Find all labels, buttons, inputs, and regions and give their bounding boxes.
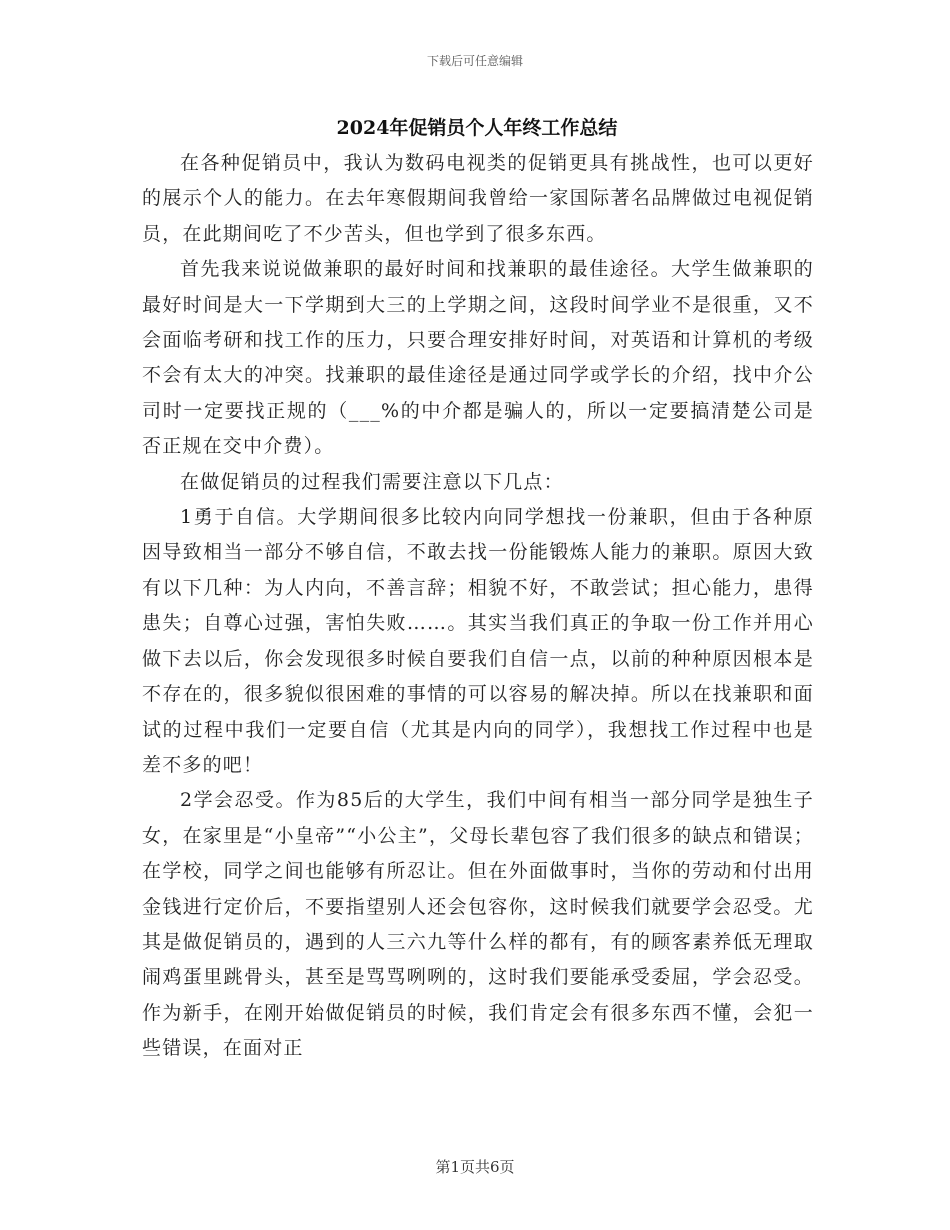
paragraph-timing: 首先我来说说做兼职的最好时间和找兼职的最佳途径。大学生做兼职的最好时间是大一下学期到大三的上学期之间，这段时间学业不是很重，又不会面临考研和找工作的压力，只要合理安排好时间，对英语和计算机的考级不会有太大的冲突。找兼职的最佳途径是通过同学或学长的介绍，找中介公司时一定要找正规的（___%的中介都是骗人的，所以一定要搞清楚公司是否正规在交中介费）。 bbox=[142, 258, 814, 458]
paragraph-intro: 在各种促销员中，我认为数码电视类的促销更具有挑战性，也可以更好的展示个人的能力。在去年寒假期间我曾给一家国际著名品牌做过电视促销员，在此期间吃了不少苦头，但也学到了很多东西。 bbox=[142, 152, 814, 245]
page-number: 第1页共6页 bbox=[435, 1158, 515, 1176]
paragraph-endurance: 2学会忍受。作为85后的大学生，我们中间有相当一部分同学是独生子女，在家里是“小皇帝”“小公主”，父母长辈包容了我们很多的缺点和错误；在学校，同学之间也能够有所忍让。但在外面做事时，当你的劳动和付出用金钱进行定价后，不要指望别人还会包容你，这时候我们就要学会忍受。尤其是做促销员的，遇到的人三六九等什么样的都有，有的顾客素养低无理取闹鸡蛋里跳骨头，甚至是骂骂咧咧的，这时我们要能承受委屈，学会忍受。作为新手，在刚开始做促销员的时候，我们肯定会有很多东西不懂，会犯一些错误，在面对正 bbox=[142, 789, 814, 1060]
document-title: 2024年促销员个人年终工作总结 bbox=[336, 117, 618, 139]
paragraph-confidence: 1勇于自信。大学期间很多比较内向同学想找一份兼职，但由于各种原因导致相当一部分不够自信，不敢去找一份能锻炼人能力的兼职。原因大致有以下几种：为人内向，不善言辞；相貌不好，不敢尝试；担心能力，患得患失；自尊心过强，害怕失败……。其实当我们真正的争取一份工作并用心做下去以后，你会发现很多时候自要我们自信一点，以前的种种原因根本是不存在的，很多貌似很困难的事情的可以容易的解决掉。所以在找兼职和面试的过程中我们一定要自信（尤其是内向的同学），我想找工作过程中也是差不多的吧！ bbox=[142, 506, 814, 776]
paragraph-points-intro: 在做促销员的过程我们需要注意以下几点： bbox=[180, 470, 564, 493]
page-header-note: 下载后可任意编辑 bbox=[426, 54, 523, 68]
document-body bbox=[142, 146, 814, 1067]
